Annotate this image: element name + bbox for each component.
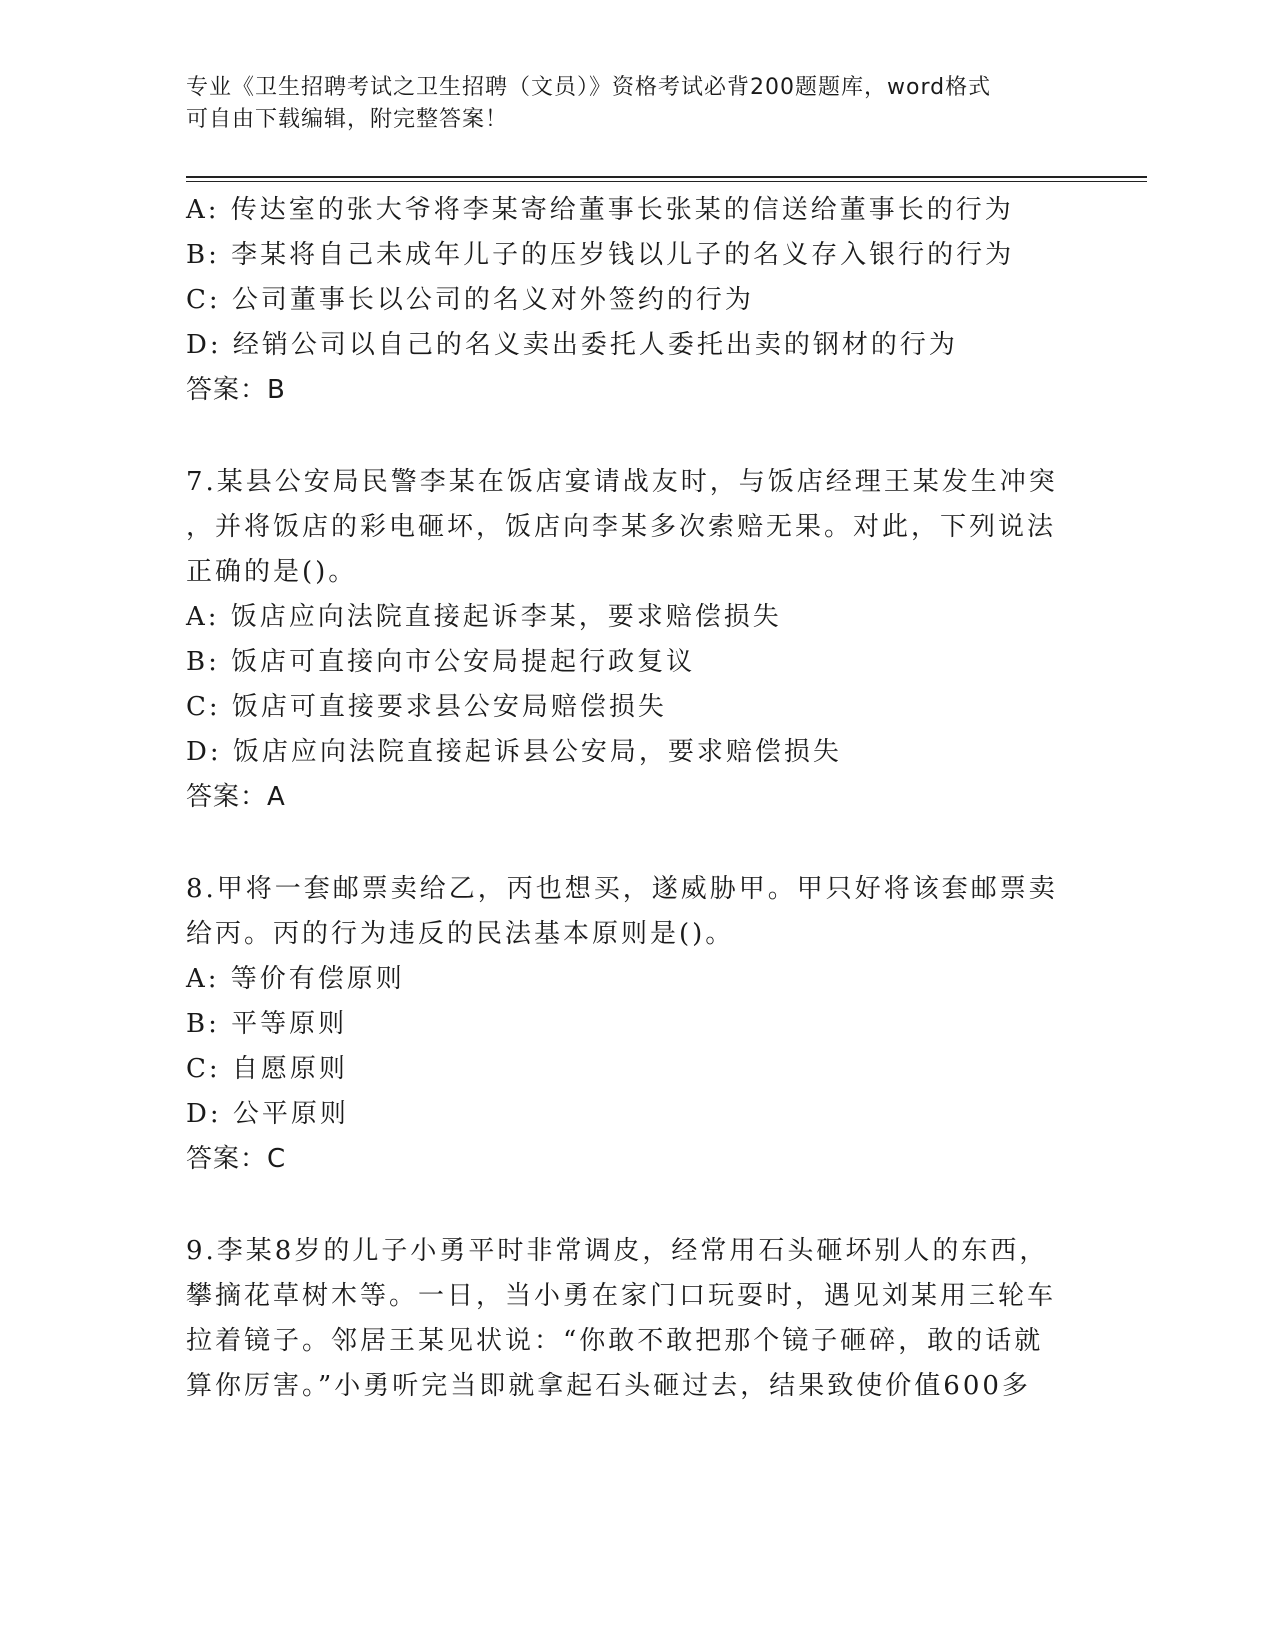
question-8 [186,867,1066,1182]
header-divider-thin [186,181,1147,182]
answer-line: 答案：A [186,782,286,812]
spacer [186,413,1066,460]
option-a: A: 传达室的张大爷将李某寄给董事长张某的信送给董事长的行为 [186,195,1014,225]
option-c: C: 饭店可直接要求县公安局赔偿损失 [186,692,667,722]
question-stem-line: 8.甲将一套邮票卖给乙，丙也想买，遂威胁甲。甲只好将该套邮票卖 [186,874,1058,904]
option-b: B: 李某将自己未成年儿子的压岁钱以儿子的名义存入银行的行为 [186,240,1015,270]
question-7 [186,460,1066,820]
question-stem-line: 正确的是()。 [186,557,358,587]
question-stem-line: 拉着镜子。邻居王某见状说：“你敢不敢把那个镜子砸碎，敢的话就 [186,1326,1044,1356]
document-header [186,72,1066,136]
option-c: C: 自愿原则 [186,1054,348,1084]
header-line-1: 专业《卫生招聘考试之卫生招聘（文员）》资格考试必背200题题库，word格式 [186,75,992,100]
spacer [186,820,1066,867]
question-9 [186,1229,1066,1409]
answer-line: 答案：B [186,375,286,405]
option-a: A: 饭店应向法院直接起诉李某，要求赔偿损失 [186,602,782,632]
option-a: A: 等价有偿原则 [186,964,405,994]
option-d: D: 公平原则 [186,1099,349,1129]
question-stem-line: 9.李某8岁的儿子小勇平时非常调皮，经常用石头砸坏别人的东西， [186,1236,1049,1266]
header-line-2: 可自由下载编辑，附完整答案！ [186,107,509,132]
question-stem-line: 7.某县公安局民警李某在饭店宴请战友时，与饭店经理王某发生冲突 [186,467,1058,497]
question-stem-line: ，并将饭店的彩电砸坏，饭店向李某多次索赔无果。对此，下列说法 [186,512,1057,542]
spacer [186,1182,1066,1229]
option-d: D: 经销公司以自己的名义卖出委托人委托出卖的钢材的行为 [186,330,958,360]
option-b: B: 平等原则 [186,1009,348,1039]
question-stem-line: 算你厉害。”小勇听完当即就拿起石头砸过去，结果致使价值600多 [186,1371,1031,1401]
option-d: D: 饭店应向法院直接起诉县公安局，要求赔偿损失 [186,737,842,767]
question-content [186,188,1066,1409]
header-divider-thick [186,176,1147,178]
option-b: B: 饭店可直接向市公安局提起行政复议 [186,647,696,677]
answer-line: 答案：C [186,1144,287,1174]
option-c: C: 公司董事长以公司的名义对外签约的行为 [186,285,754,315]
question-stem-line: 给丙。丙的行为违反的民法基本原则是()。 [186,919,735,949]
question-stem-line: 攀摘花草树木等。一日，当小勇在家门口玩耍时，遇见刘某用三轮车 [186,1281,1057,1311]
question-6 [186,188,1066,413]
